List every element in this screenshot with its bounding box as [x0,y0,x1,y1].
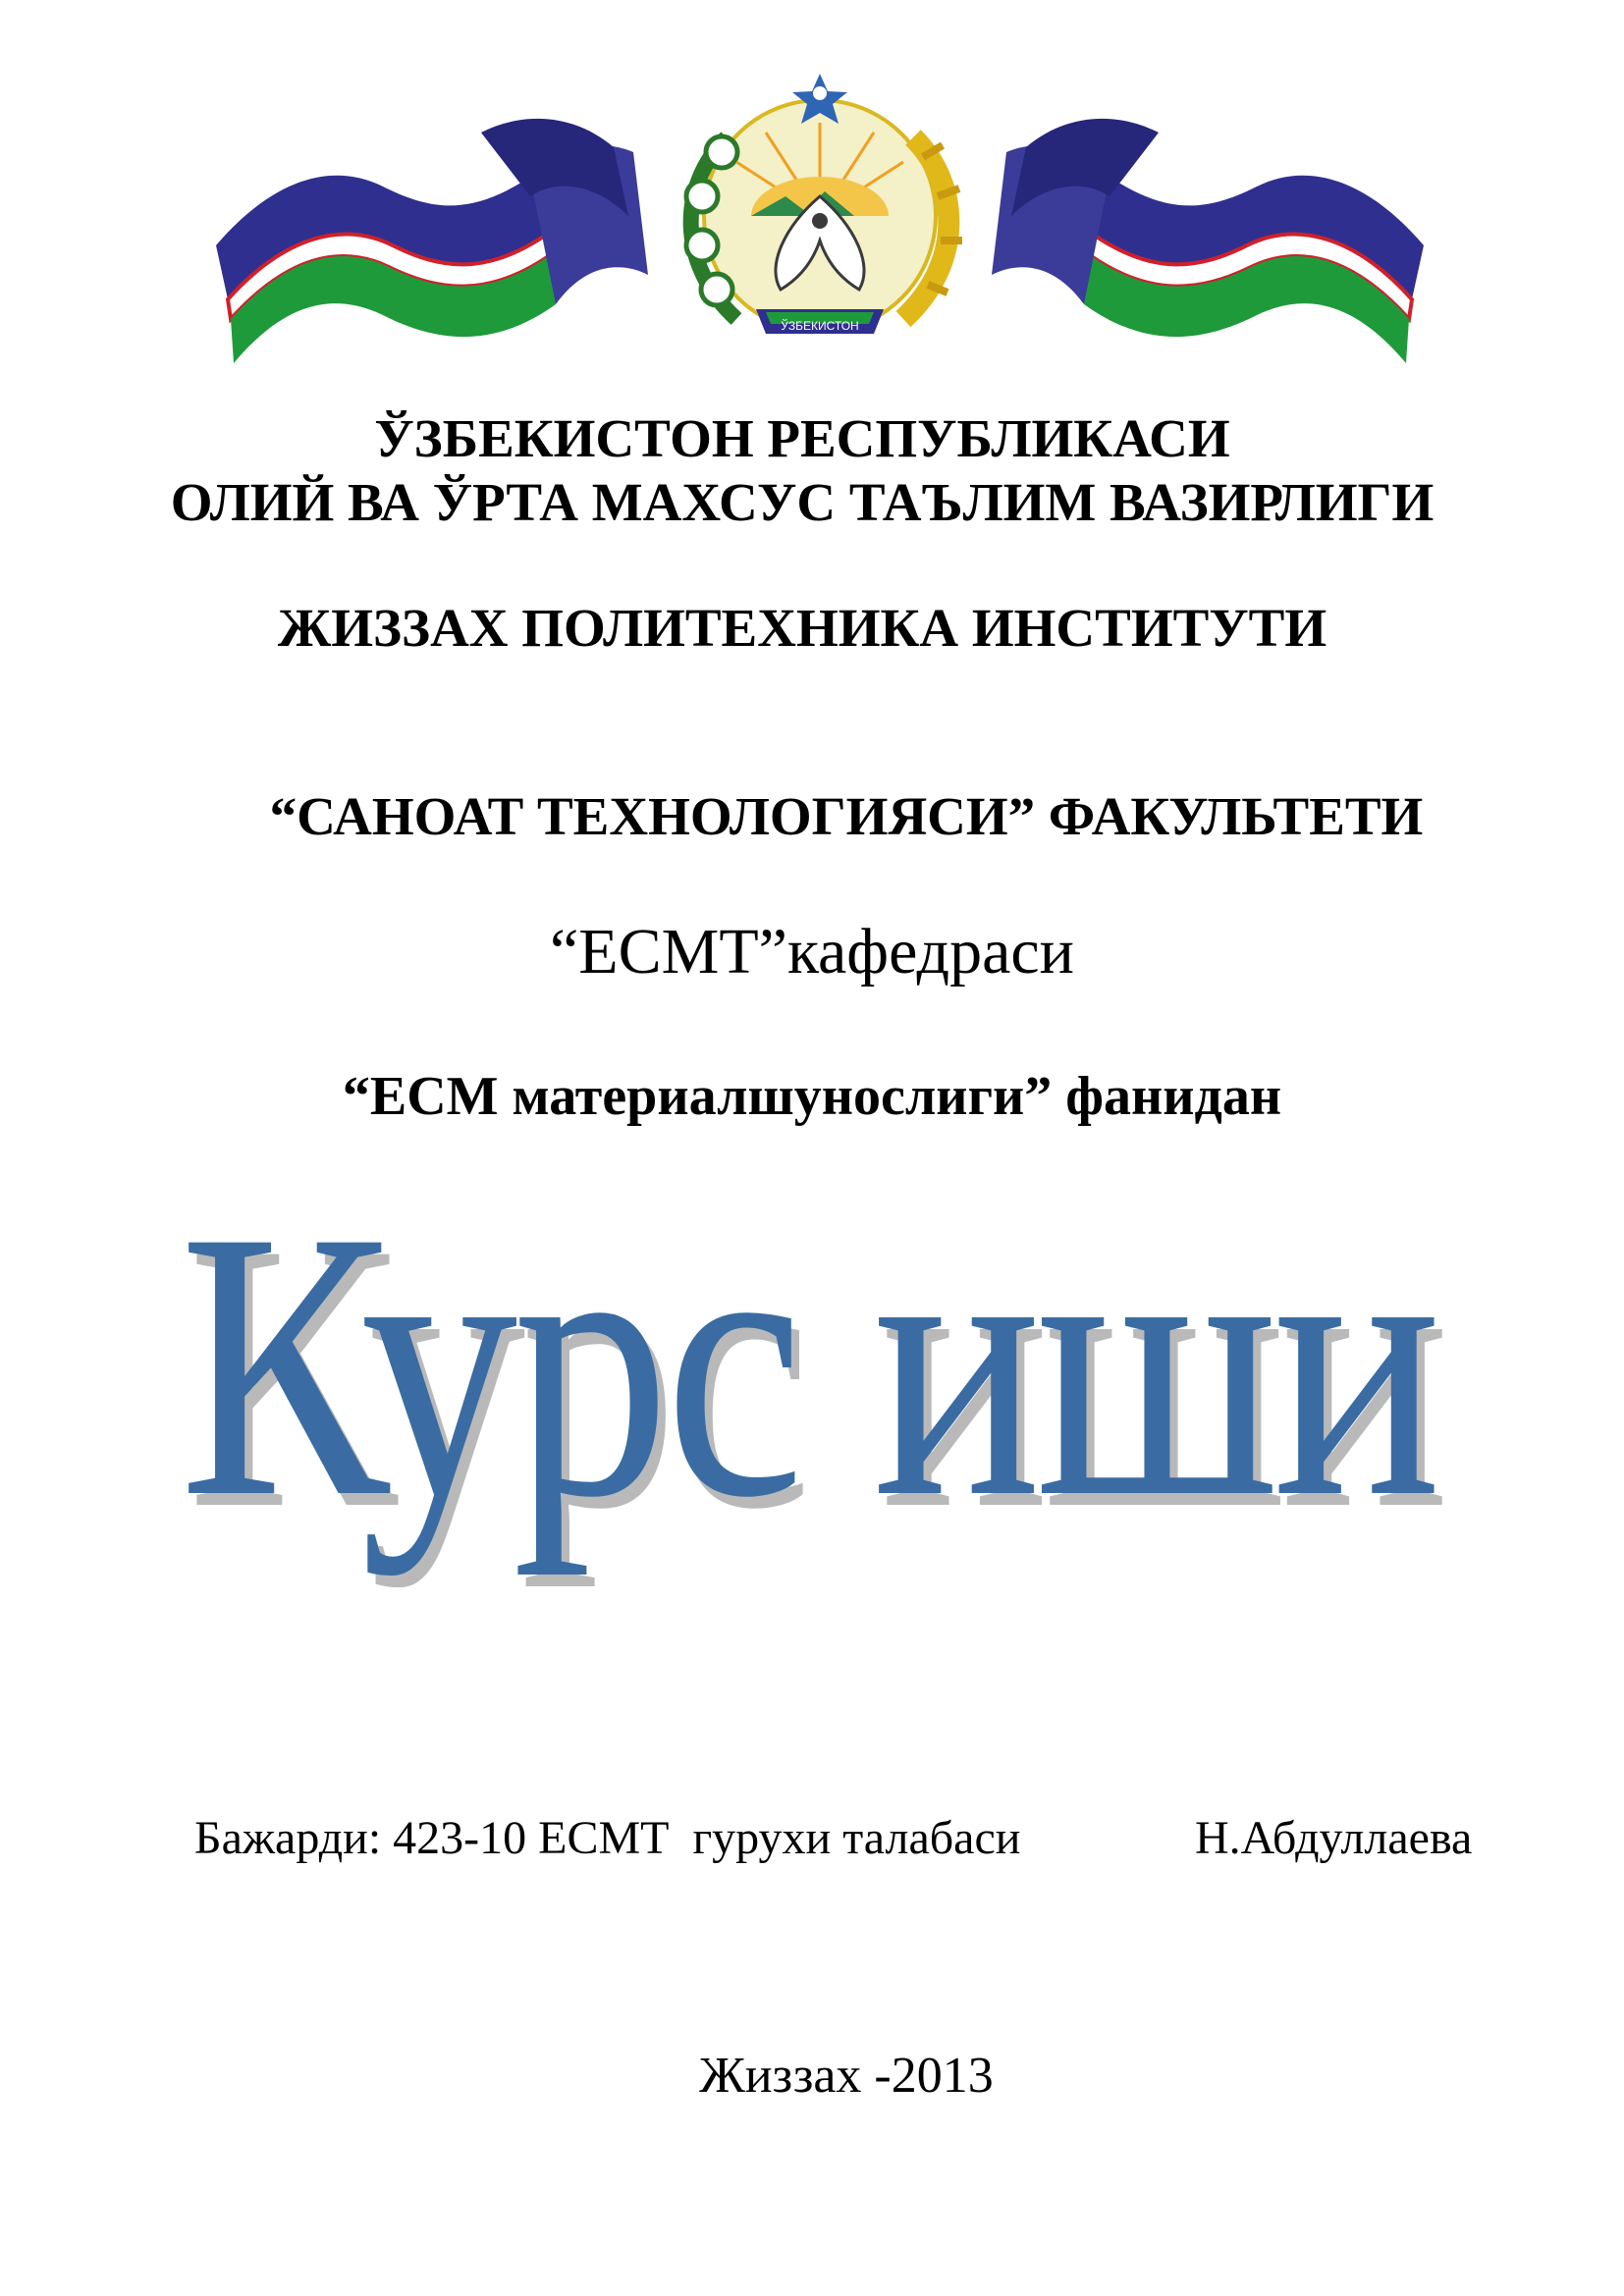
state-emblem [686,74,962,334]
country-title: ЎЗБЕКИСТОН РЕСПУБЛИКАСИ [374,408,1230,468]
state-emblem-banner [216,69,1424,363]
emblem-ribbon-text: ЎЗБЕКИСТОН [781,319,859,333]
department-title: “ЕСМТ”кафедраси [550,916,1074,988]
performer-label: Бажарди: 423-10 ЕСМТ гурухи талабаси [194,1812,1021,1864]
subject-title: “ЕСМ материалшунослиги” фанидан [342,1066,1282,1127]
flag-ribbon-right [992,119,1424,363]
institute-title: ЖИЗЗАХ ПОЛИТЕХНИКА ИНСТИТУТИ [277,598,1327,658]
course-work-heading: Курс иши [179,1152,1437,1576]
faculty-title: “САНОАТ ТЕХНОЛОГИЯСИ” ФАКУЛЬТЕТИ [269,786,1424,846]
performer-name: Н.Абдуллаева [1195,1812,1473,1864]
ministry-title: ОЛИЙ ВА ЎРТА МАХСУС ТАЪЛИМ ВАЗИРЛИГИ [170,472,1435,532]
city-year: Жиззах -2013 [699,2048,994,2104]
flag-ribbon-left [216,119,648,363]
